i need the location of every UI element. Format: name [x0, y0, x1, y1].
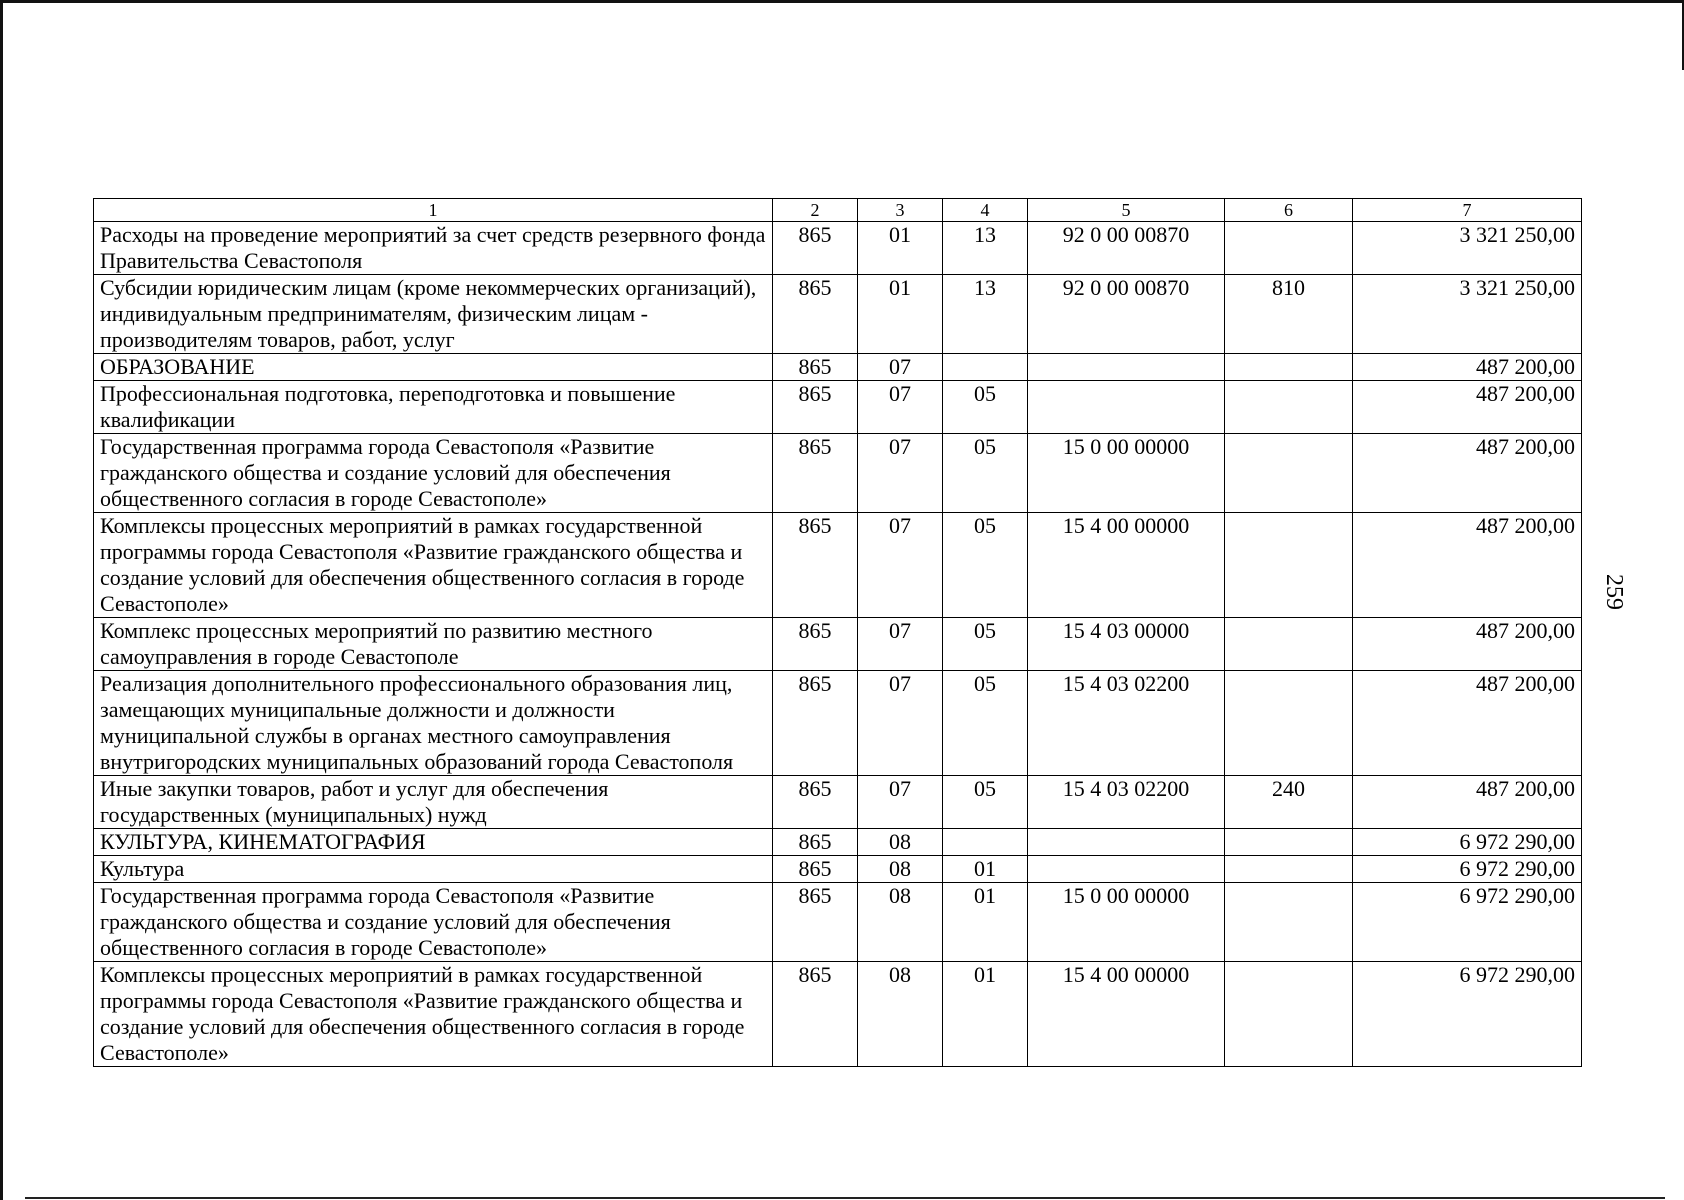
table-row — [94, 618, 1582, 671]
table-row — [94, 671, 1582, 776]
row-vr-cell — [1225, 671, 1353, 776]
row-rz-cell: 07 — [858, 354, 943, 381]
row-rz-cell: 01 — [858, 222, 943, 275]
header-cell-5: 5 — [1028, 199, 1225, 222]
row-pr-cell — [943, 354, 1028, 381]
row-ved-cell: 865 — [773, 434, 858, 513]
budget-table — [93, 198, 1582, 1067]
row-rz-cell: 07 — [858, 671, 943, 776]
row-rz-cell: 07 — [858, 776, 943, 829]
row-rz-cell: 01 — [858, 275, 943, 354]
row-ved-cell: 865 — [773, 883, 858, 962]
row-pr-cell: 05 — [943, 671, 1028, 776]
row-pr-cell: 05 — [943, 776, 1028, 829]
row-rz-cell: 08 — [858, 883, 943, 962]
row-name-cell: Комплексы процессных мероприятий в рамках государственной программы города Севастополя «Развитие гражданского общества и создание условий для обеспечения общественного согласия в городе Севастополе» — [94, 513, 773, 618]
header-cell-3: 3 — [858, 199, 943, 222]
row-sum-cell: 487 200,00 — [1353, 776, 1582, 829]
row-csr-cell: 15 4 00 00000 — [1028, 962, 1225, 1067]
row-sum-cell: 487 200,00 — [1353, 513, 1582, 618]
row-name-cell: Комплекс процессных мероприятий по развитию местного самоуправления в городе Севастополе — [94, 618, 773, 671]
row-csr-cell — [1028, 856, 1225, 883]
row-ved-cell: 865 — [773, 381, 858, 434]
row-sum-cell: 3 321 250,00 — [1353, 275, 1582, 354]
row-csr-cell: 15 4 03 00000 — [1028, 618, 1225, 671]
scan-border-left — [0, 0, 3, 1200]
row-pr-cell: 13 — [943, 275, 1028, 354]
scan-border-bottom — [25, 1197, 1665, 1199]
row-vr-cell — [1225, 434, 1353, 513]
row-name-cell: Иные закупки товаров, работ и услуг для обеспечения государственных (муниципальных) нужд — [94, 776, 773, 829]
table-row — [94, 381, 1582, 434]
row-name-cell: Реализация дополнительного профессионального образования лиц, замещающих муниципальные должности и должности муниципальной службы в органах местного самоуправления внутригородских муниципальных образований города Севастополя — [94, 671, 773, 776]
row-rz-cell: 07 — [858, 618, 943, 671]
scan-border-top — [0, 0, 1684, 3]
row-name-cell: Государственная программа города Севастополя «Развитие гражданского общества и создание условий для обеспечения общественного согласия в городе Севастополе» — [94, 883, 773, 962]
header-cell-6: 6 — [1225, 199, 1353, 222]
row-pr-cell: 05 — [943, 434, 1028, 513]
row-name-cell: Государственная программа города Севастополя «Развитие гражданского общества и создание условий для обеспечения общественного согласия в городе Севастополе» — [94, 434, 773, 513]
row-sum-cell: 6 972 290,00 — [1353, 962, 1582, 1067]
row-sum-cell: 6 972 290,00 — [1353, 829, 1582, 856]
row-rz-cell: 08 — [858, 962, 943, 1067]
table-row — [94, 354, 1582, 381]
row-csr-cell: 15 0 00 00000 — [1028, 883, 1225, 962]
table-row — [94, 856, 1582, 883]
table-row — [94, 513, 1582, 618]
row-name-cell: КУЛЬТУРА, КИНЕМАТОГРАФИЯ — [94, 829, 773, 856]
row-name-cell: Расходы на проведение мероприятий за счет средств резервного фонда Правительства Севастополя — [94, 222, 773, 275]
row-vr-cell — [1225, 962, 1353, 1067]
header-cell-4: 4 — [943, 199, 1028, 222]
row-rz-cell: 07 — [858, 513, 943, 618]
row-sum-cell: 487 200,00 — [1353, 354, 1582, 381]
row-csr-cell — [1028, 354, 1225, 381]
row-rz-cell: 08 — [858, 856, 943, 883]
row-csr-cell: 15 4 03 02200 — [1028, 671, 1225, 776]
header-cell-1: 1 — [94, 199, 773, 222]
row-sum-cell: 487 200,00 — [1353, 381, 1582, 434]
row-ved-cell: 865 — [773, 513, 858, 618]
row-vr-cell — [1225, 354, 1353, 381]
row-rz-cell: 07 — [858, 434, 943, 513]
row-pr-cell: 01 — [943, 962, 1028, 1067]
row-ved-cell: 865 — [773, 829, 858, 856]
row-ved-cell: 865 — [773, 618, 858, 671]
page-number: 259 — [1601, 574, 1627, 610]
row-vr-cell — [1225, 856, 1353, 883]
row-vr-cell: 240 — [1225, 776, 1353, 829]
row-vr-cell: 810 — [1225, 275, 1353, 354]
row-vr-cell — [1225, 829, 1353, 856]
row-ved-cell: 865 — [773, 222, 858, 275]
row-ved-cell: 865 — [773, 275, 858, 354]
table-row — [94, 962, 1582, 1067]
row-csr-cell: 15 4 00 00000 — [1028, 513, 1225, 618]
table-body — [94, 199, 1582, 1067]
row-vr-cell — [1225, 618, 1353, 671]
table-header-row — [94, 199, 1582, 222]
table-row — [94, 776, 1582, 829]
row-vr-cell — [1225, 883, 1353, 962]
table-row — [94, 829, 1582, 856]
row-ved-cell: 865 — [773, 776, 858, 829]
row-csr-cell — [1028, 381, 1225, 434]
row-name-cell: Комплексы процессных мероприятий в рамках государственной программы города Севастополя «Развитие гражданского общества и создание условий для обеспечения общественного согласия в городе Севастополе» — [94, 962, 773, 1067]
row-csr-cell: 92 0 00 00870 — [1028, 222, 1225, 275]
row-rz-cell: 07 — [858, 381, 943, 434]
table-row — [94, 883, 1582, 962]
row-ved-cell: 865 — [773, 354, 858, 381]
row-csr-cell: 15 0 00 00000 — [1028, 434, 1225, 513]
row-pr-cell: 05 — [943, 381, 1028, 434]
row-sum-cell: 487 200,00 — [1353, 618, 1582, 671]
row-csr-cell: 92 0 00 00870 — [1028, 275, 1225, 354]
row-sum-cell: 6 972 290,00 — [1353, 856, 1582, 883]
row-name-cell: Профессиональная подготовка, переподготовка и повышение квалификации — [94, 381, 773, 434]
row-pr-cell: 05 — [943, 513, 1028, 618]
row-vr-cell — [1225, 381, 1353, 434]
row-name-cell: ОБРАЗОВАНИЕ — [94, 354, 773, 381]
row-sum-cell: 487 200,00 — [1353, 434, 1582, 513]
row-csr-cell — [1028, 829, 1225, 856]
row-pr-cell — [943, 829, 1028, 856]
row-pr-cell: 05 — [943, 618, 1028, 671]
header-cell-2: 2 — [773, 199, 858, 222]
row-sum-cell: 3 321 250,00 — [1353, 222, 1582, 275]
header-cell-7: 7 — [1353, 199, 1582, 222]
row-vr-cell — [1225, 513, 1353, 618]
table-row — [94, 275, 1582, 354]
row-pr-cell: 13 — [943, 222, 1028, 275]
row-ved-cell: 865 — [773, 671, 858, 776]
row-ved-cell: 865 — [773, 962, 858, 1067]
row-ved-cell: 865 — [773, 856, 858, 883]
row-name-cell: Культура — [94, 856, 773, 883]
row-name-cell: Субсидии юридическим лицам (кроме некоммерческих организаций), индивидуальным предпринимателям, физическим лицам - производителям товаров, работ, услуг — [94, 275, 773, 354]
table-row — [94, 222, 1582, 275]
row-sum-cell: 6 972 290,00 — [1353, 883, 1582, 962]
row-rz-cell: 08 — [858, 829, 943, 856]
row-pr-cell: 01 — [943, 883, 1028, 962]
table-row — [94, 434, 1582, 513]
row-pr-cell: 01 — [943, 856, 1028, 883]
row-csr-cell: 15 4 03 02200 — [1028, 776, 1225, 829]
row-vr-cell — [1225, 222, 1353, 275]
row-sum-cell: 487 200,00 — [1353, 671, 1582, 776]
